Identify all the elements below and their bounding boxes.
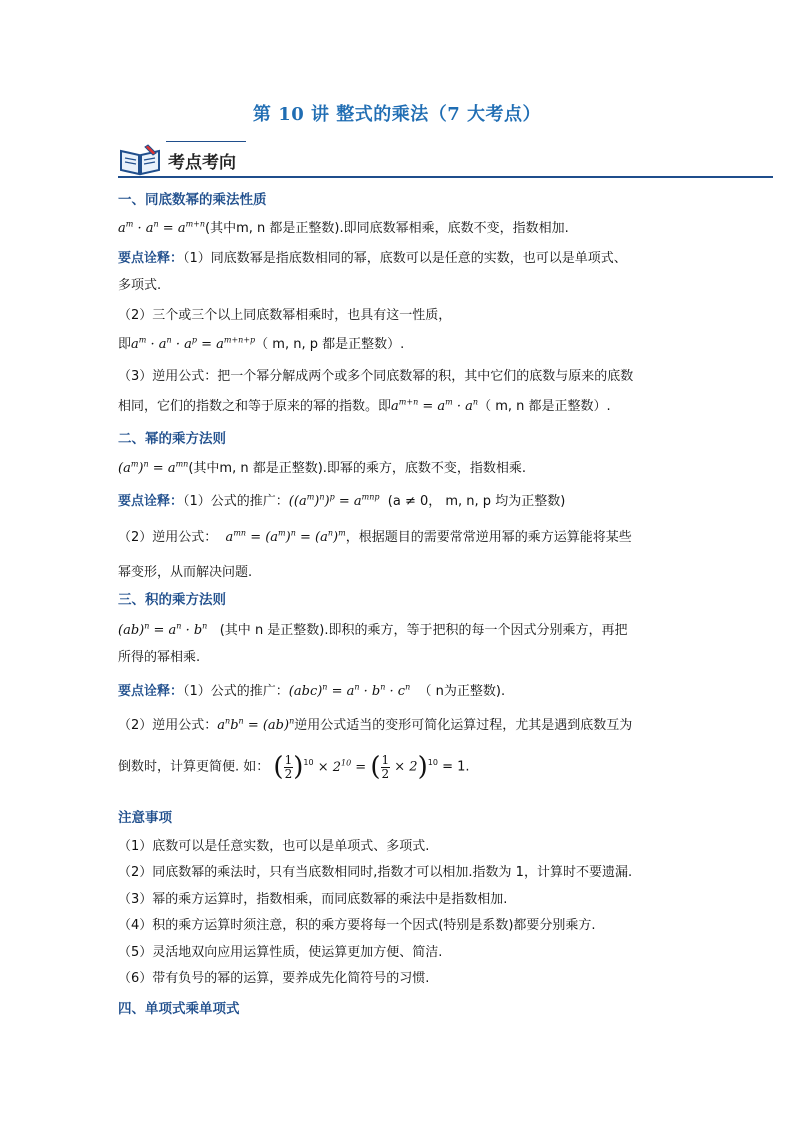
banner-divider-top	[166, 141, 246, 142]
note-3-1: 要点诠释：（1）公式的推广：$(abc)^n = a^n \cdot b^n \cdot c^n$ （ n为正整数).	[118, 682, 506, 699]
notice-item: （4）积的乘方运算时须注意，积的乘方要将每一个因式(特别是系数)都要分别乘方.	[118, 918, 596, 933]
notice-heading: 注意事项	[118, 810, 172, 826]
section-heading-4: 四、单项式乘单项式	[118, 1001, 240, 1017]
notice-item: （3）幂的乘方运算时，指数相乘，而同底数幂的乘法中是指数相加.	[118, 892, 508, 907]
notice-item: （2）同底数幂的乘法时，只有当底数相同时,指数才可以相加.指数为 1，计算时不要遗漏.	[118, 865, 633, 880]
note-3-2: （2）逆用公式：$a^nb^n = (ab)^n$逆用公式适当的变形可简化运算过程，尤其是遇到底数互为	[118, 716, 633, 733]
note-2-1: 要点诠释：（1）公式的推广：$((a^m)^n)^p = a^{mnp}$ (a ≠ 0， m, n, p 均为正整数)	[118, 492, 566, 509]
book-icon	[118, 143, 162, 177]
note-1-2: （2）三个或三个以上同底数幂相乘时，也具有这一性质，	[118, 308, 452, 323]
rule-3b: 所得的幂相乘.	[118, 650, 201, 665]
notice-item: （5）灵活地双向应用运算性质，使运算更加方便、简洁.	[118, 945, 443, 960]
note-1-3b: 相同，它们的指数之和等于原来的幂的指数。即$a^{m+n} = a^m \cdot a^n$（ m, n 都是正整数）.	[118, 397, 611, 414]
note-1-1b: 多项式.	[118, 278, 162, 293]
notice-item: （6）带有负号的幂的运算，要养成先化简符号的习惯.	[118, 971, 430, 986]
note-1-3: （3）逆用公式：把一个幂分解成两个或多个同底数幂的积，其中它们的底数与原来的底数	[118, 369, 634, 384]
rule-2: $(a^m)^n = a^{mn}$(其中m, n 都是正整数).即幂的乘方，底数不变，指数相乘.	[118, 459, 527, 476]
note-2-2: （2）逆用公式： $a^{mn} = (a^m)^n = (a^n)^m$，根据题目的需要常常逆用幂的乘方运算能将某些	[118, 528, 632, 545]
note-1-2b: 即$a^m \cdot a^n \cdot a^p = a^{m+n+p}$（ m, n, p 都是正整数）.	[118, 335, 405, 352]
banner-divider	[118, 176, 773, 178]
section-heading-2: 二、幂的乘方法则	[118, 431, 226, 447]
page-title: 第 10 讲 整式的乘法（7 大考点）	[252, 104, 542, 125]
note-3-2b: 倒数时，计算更简便. 如： ( $\frac{1}{2}$ )$^{10} \times 2^{10}$ = ( $\frac{1}{2}$ × 2)$^{10}$ = 1.	[118, 752, 470, 782]
note-1-1: 要点诠释：（1）同底数幂是指底数相同的幂，底数可以是任意的实数，也可以是单项式、	[118, 251, 627, 266]
banner-title: 考点考向	[168, 153, 236, 173]
section-heading-1: 一、同底数幂的乘法性质	[118, 192, 267, 208]
note-2-2b: 幂变形，从而解决问题.	[118, 565, 253, 580]
section-heading-3: 三、积的乘方法则	[118, 592, 226, 608]
rule-3: $(ab)^n = a^n \cdot b^n$ (其中 n 是正整数).即积的乘方，等于把积的每一个因式分别乘方，再把	[118, 621, 628, 638]
notice-item: （1）底数可以是任意实数，也可以是单项式、多项式.	[118, 839, 430, 854]
rule-1: $a^m \cdot a^n = a^{m+n}$(其中m, n 都是正整数).即同底数幂相乘，底数不变，指数相加.	[118, 219, 569, 236]
